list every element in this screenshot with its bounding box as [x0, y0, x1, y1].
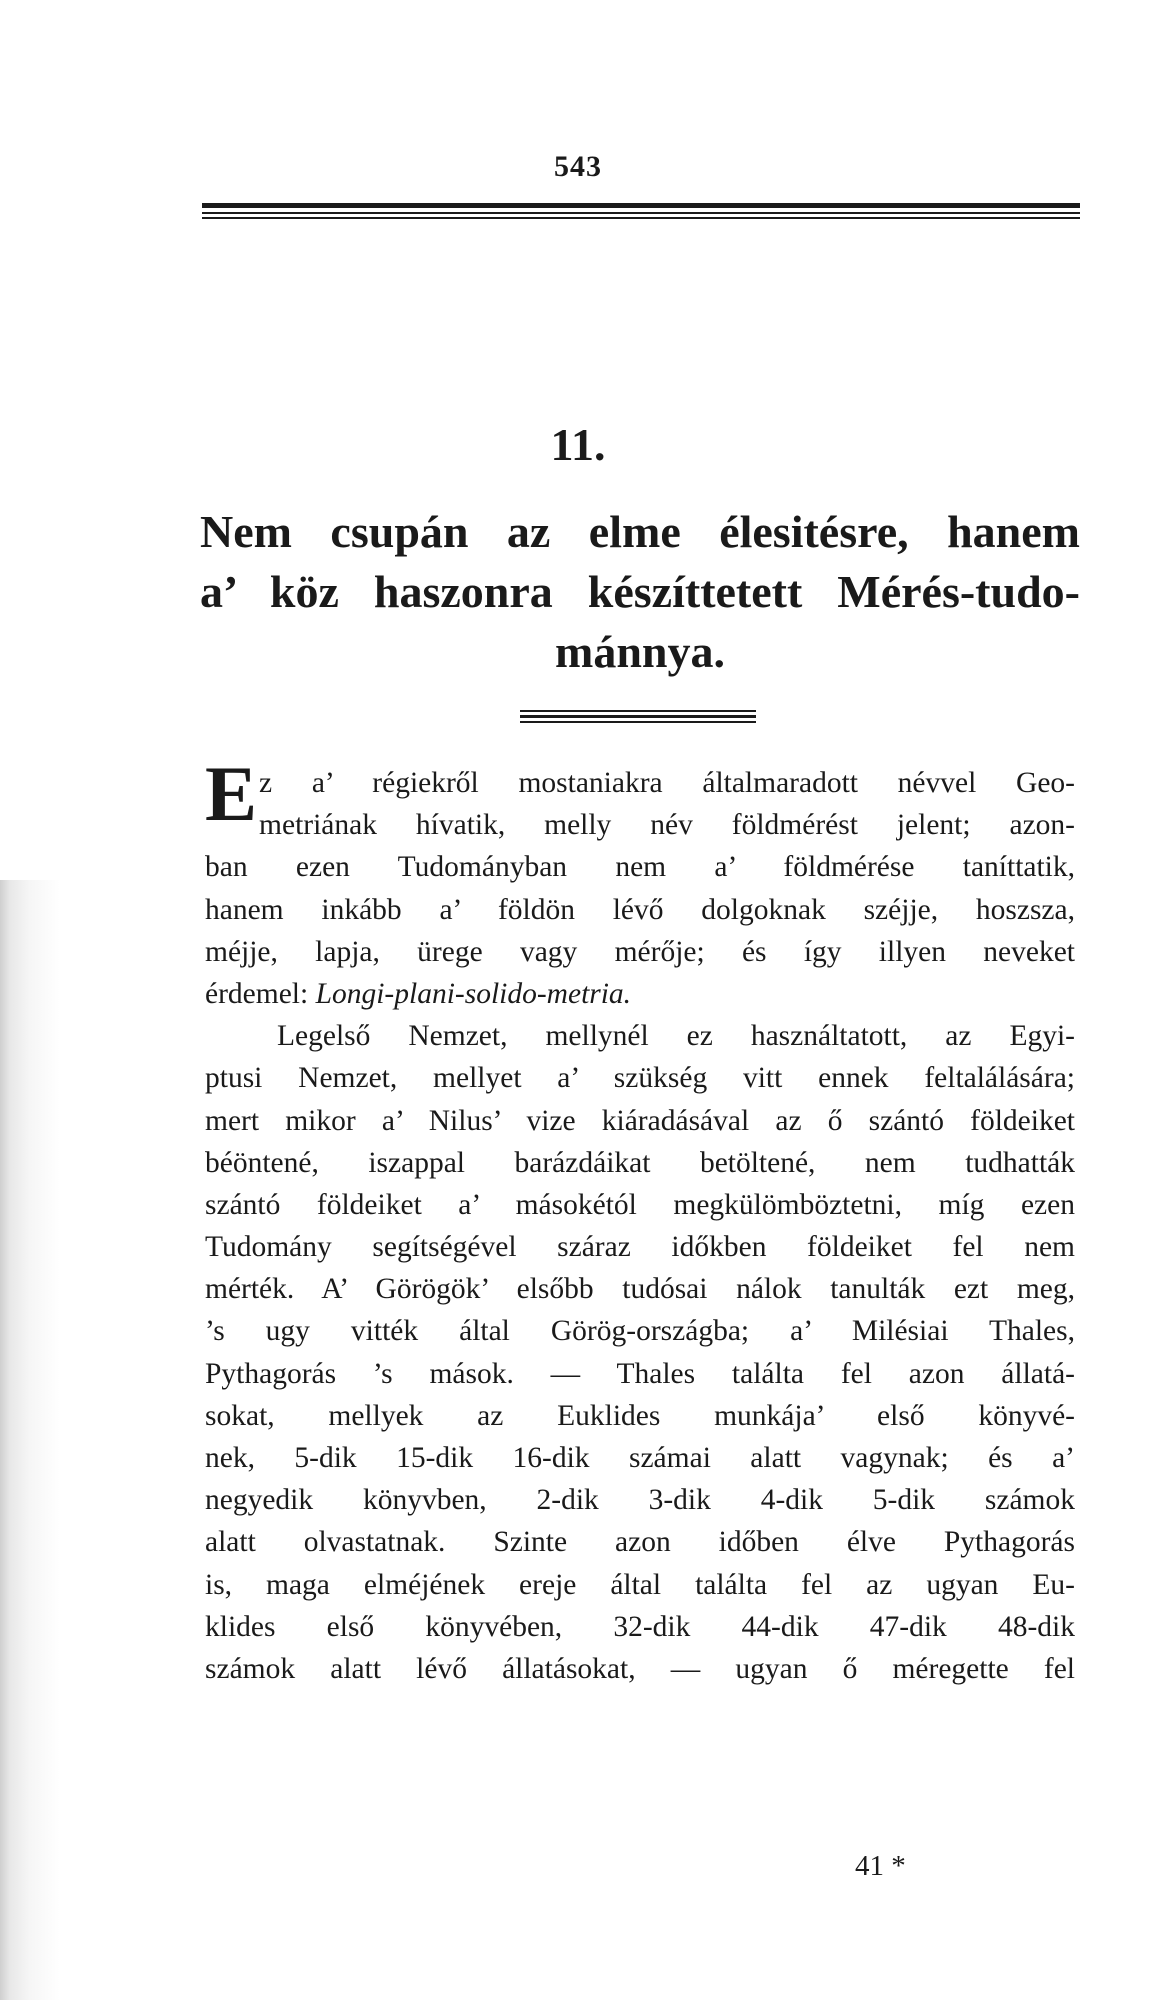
text-line: alatt olvastatnak. Szinte azon időben élve Pythagorás [205, 1526, 1075, 1559]
text-line: Pythagorás ’s mások. — Thales találta fel azon állatá- [205, 1357, 1075, 1390]
text-line: hanem inkább a’ földön lévő dolgoknak széjje, hoszsza, [205, 893, 1075, 926]
section-title-line: Nem csupán az elme élesitésre, hanem [200, 506, 1080, 557]
section-number: 11. [550, 419, 606, 470]
page-number: 543 [554, 150, 602, 183]
paragraph [205, 750, 1075, 1015]
text-line: Legelső Nemzet, mellynél ez használtatott, az Egyi- [277, 1020, 1075, 1053]
signature-mark: 41 * [855, 1850, 906, 1882]
text-line: negyedik könyvben, 2-dik 3-dik 4-dik 5-dik számok [205, 1484, 1075, 1517]
text-line: szántó földeiket a’ másokétól megkülömböztetni, míg ezen [205, 1188, 1075, 1221]
text-line: ptusi Nemzet, mellyet a’ szükség vitt ennek feltalálására; [205, 1062, 1075, 1095]
text-line: nek, 5-dik 15-dik 16-dik számai alatt vagynak; és a’ [205, 1442, 1075, 1474]
text-line: ban ezen Tudományban nem a’ földmérése taníttatik, [205, 851, 1075, 884]
body-text [205, 750, 1075, 1690]
text-line: ’s ugy vitték által Görög-országba; a’ Milésiai Thales, [205, 1315, 1075, 1348]
section-title-line: a’ köz haszonra készíttetett Mérés-tudo- [200, 566, 1080, 617]
page-binding-edge [0, 880, 60, 2000]
section-title-line: mánnya. [555, 626, 725, 677]
title-rule [520, 710, 756, 726]
drop-cap: E [205, 750, 258, 837]
text-line: is, maga elméjének ereje által találta fel az ugyan Eu- [205, 1568, 1075, 1601]
text-line: méjje, lapja, ürege vagy mérője; és így illyen neveket [205, 935, 1075, 968]
text-line: béöntené, iszappal barázdáikat betöltené, nem tudhatták [205, 1146, 1075, 1179]
text-line: klides első könyvében, 32-dik 44-dik 47-dik 48-dik [205, 1610, 1075, 1643]
text-line: mérték. A’ Görögök’ elsőbb tudósai nálok tanulták ezt meg, [205, 1273, 1075, 1306]
text-line: számok alatt lévő állatásokat, — ugyan ő méregette fel [205, 1652, 1075, 1685]
section-title [200, 502, 1080, 682]
text-line: mert mikor a’ Nilus’ vize kiáradásával az ő szántó földeiket [205, 1104, 1075, 1137]
text-line: sokat, mellyek az Euklides munkája’ első könyvé- [205, 1399, 1075, 1432]
italic-term: Longi-plani-solido-metria. [315, 977, 632, 1010]
paragraph [205, 1015, 1075, 1690]
header-rule [202, 203, 1080, 225]
text-line [205, 973, 1075, 1015]
text-line: Tudomány segítségével száraz időkben földeiket fel nem [205, 1231, 1075, 1264]
text-line: z a’ régiekről mostaniakra általmaradott névvel Geo- [259, 767, 1075, 799]
text-line: metriának hívatik, melly név földmérést jelent; azon- [259, 809, 1075, 842]
text-fragment: érdemel: [205, 977, 316, 1010]
